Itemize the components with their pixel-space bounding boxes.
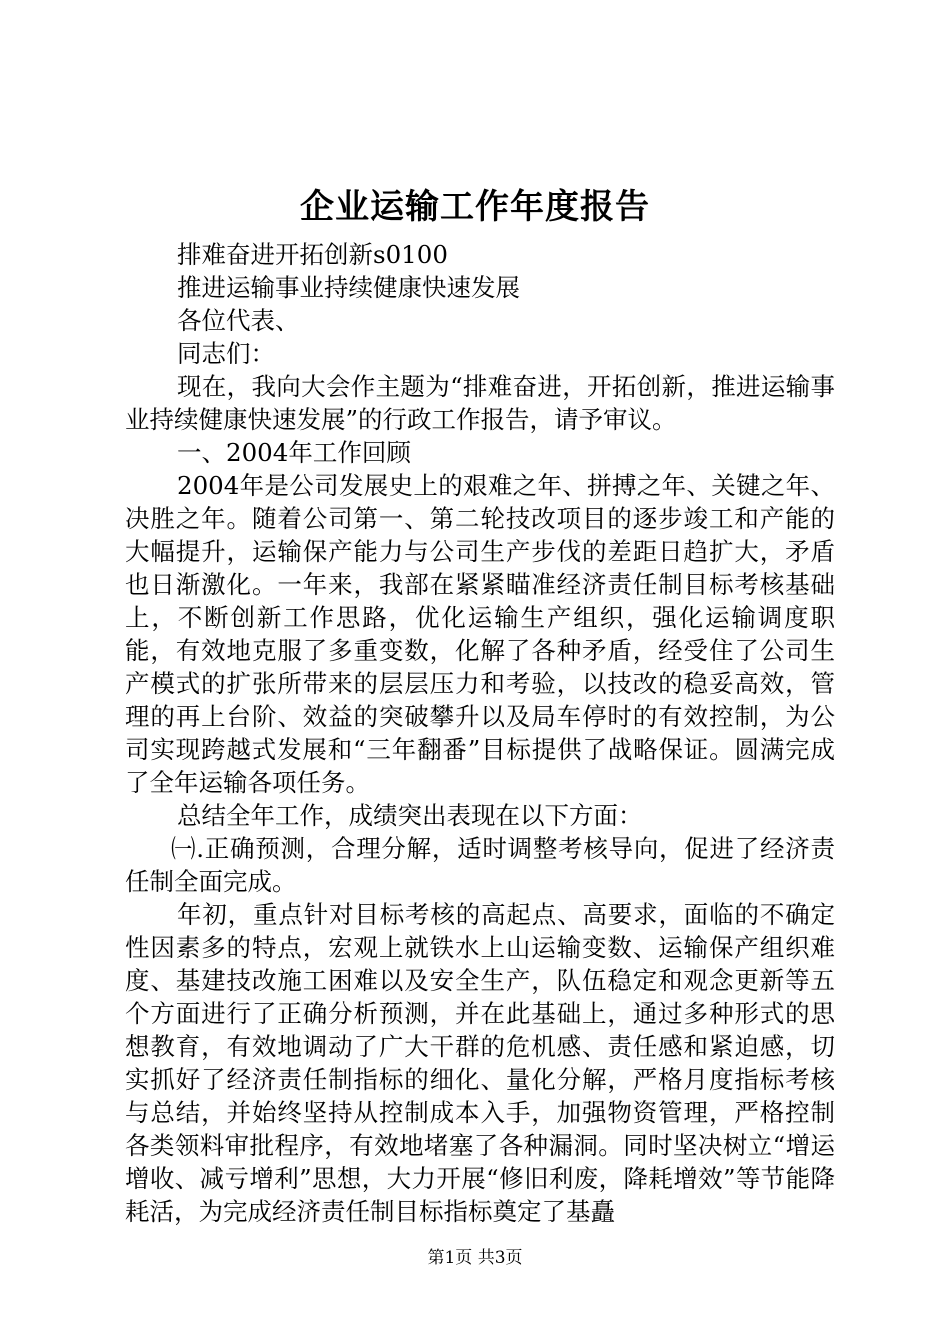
- page-footer: 第1页 共3页: [427, 1248, 523, 1268]
- item-1-paragraph: 年初，重点针对目标考核的高起点、高要求，面临的不确定性因素多的特点，宏观上就铁水上山运输变数、运输保产组织难度、基建技改施工困难以及安全生产，队伍稳定和观念更新等五个方面进行了正确分析预测，并在此基础上，通过多种形式的思想教育，有效地调动了广大干群的危机感、责任感和紧迫感，切实抓好了经济责任制指标的细化、量化分解，严格月度指标考核与总结，并始终坚持从控制成本入手，加强物资管理，严格控制各类领料审批程序，有效地堵塞了各种漏洞。同时坚决树立“增运增收、减亏增利”思想，大力开展“修旧利废，降耗增效”等节能降耗活，为完成经济责任制目标指标奠定了基矗: [125, 900, 835, 1226]
- item-heading-1: ㈠.正确预测，合理分解，适时调整考核导向，促进了经济责任制全面完成。: [125, 834, 835, 896]
- intro-paragraph: 现在，我向大会作主题为“排难奋进，开拓创新，推进运输事业持续健康快速发展”的行政工作报告，请予审议。: [125, 372, 835, 434]
- salutation-comrades: 同志们：: [177, 339, 275, 368]
- section-heading-review: 一、2004年工作回顾: [177, 438, 411, 467]
- summary-line: 总结全年工作，成绩突出表现在以下方面：: [177, 801, 643, 830]
- salutation-representatives: 各位代表、: [177, 306, 300, 335]
- document-title: 企业运输工作年度报告: [300, 187, 650, 227]
- document-body: [125, 238, 835, 1228]
- subtitle-line-2: 推进运输事业持续健康快速发展: [177, 273, 520, 302]
- subtitle-line-1: 排难奋进开拓创新s0100: [177, 240, 448, 269]
- review-paragraph: 2004年是公司发展史上的艰难之年、拼搏之年、关键之年、决胜之年。随着公司第一、第二轮技改项目的逐步竣工和产能的大幅提升，运输保产能力与公司生产步伐的差距日趋扩大，矛盾也日渐激化。一年来，我部在紧紧瞄准经济责任制目标考核基础上，不断创新工作思路，优化运输生产组织，强化运输调度职能，有效地克服了多重变数，化解了各种矛盾，经受住了公司生产模式的扩张所带来的层层压力和考验，以技改的稳妥高效，管理的再上台阶、效益的突破攀升以及局车停时的有效控制，为公司实现跨越式发展和“三年翻番”目标提供了战略保证。圆满完成了全年运输各项任务。: [125, 471, 835, 797]
